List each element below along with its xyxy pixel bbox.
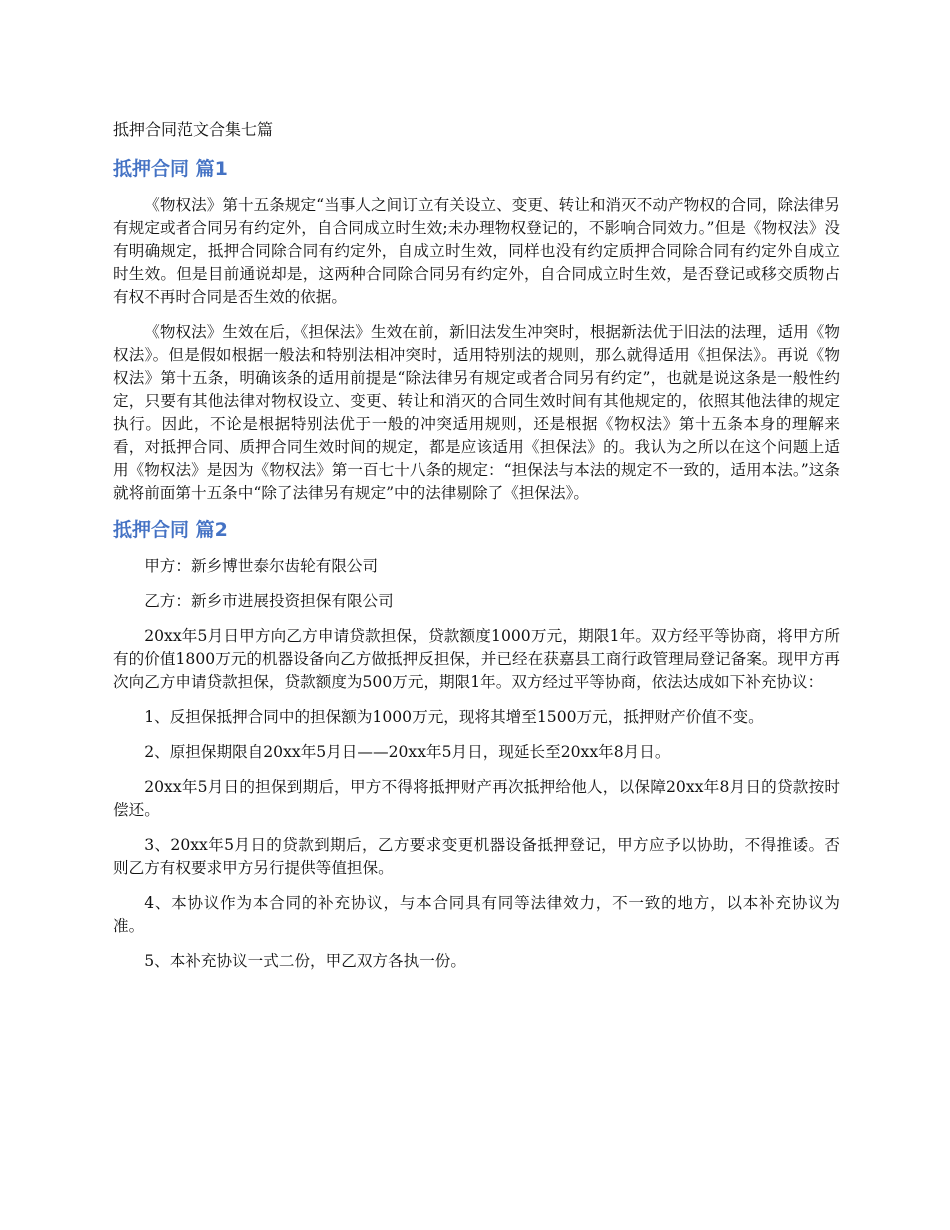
section-heading: 抵押合同 篇1 bbox=[113, 158, 228, 180]
clause-1: 1、反担保抵押合同中的担保额为1000万元，现将其增至1500万元，抵押财产价值不变。 bbox=[144, 708, 764, 726]
paragraph: 20xx年5月日甲方向乙方申请贷款担保，贷款额度1000万元，期限1年。双方经平等协商，将甲方所有的价值1800万元的机器设备向乙方做抵押反担保，并已经在获嘉县工商行政管理局登记备案。现甲方再次向乙方申请贷款担保，贷款额度为500万元，期限1年。双方经过平等协商，依法达成如下补充协议： bbox=[113, 627, 840, 691]
party-a-line: 甲方：新乡博世泰尔齿轮有限公司 bbox=[144, 557, 379, 575]
clause-4: 4、本协议作为本合同的补充协议，与本合同具有同等法律效力，不一致的地方，以本补充协议为准。 bbox=[113, 894, 840, 935]
document-title: 抵押合同范文合集七篇 bbox=[113, 120, 274, 139]
clause-5: 5、本补充协议一式二份，甲乙双方各执一份。 bbox=[144, 952, 466, 970]
document-page bbox=[113, 118, 840, 985]
paragraph: 20xx年5月日的担保到期后，甲方不得将抵押财产再次抵押给他人，以保障20xx年8月日的贷款按时偿还。 bbox=[113, 778, 840, 819]
clause-3: 3、20xx年5月日的贷款到期后，乙方要求变更机器设备抵押登记，甲方应予以协助，不得推诿。否则乙方有权要求甲方另行提供等值担保。 bbox=[113, 836, 840, 877]
paragraph: 《物权法》生效在后，《担保法》生效在前，新旧法发生冲突时，根据新法优于旧法的法理，适用《物权法》。但是假如根据一般法和特别法相冲突时，适用特别法的规则，那么就得适用《担保法》。再说《物权法》第十五条，明确该条的适用前提是“除法律另有规定或者合同另有约定”，也就是说这条是一般性约定，只要有其他法律对物权设立、变更、转让和消灭的合同生效时间有其他规定的，依照其他法律的规定执行。因此，不论是根据特别法优于一般的冲突适用规则，还是根据《物权法》第十五条本身的理解来看，对抵押合同、质押合同生效时间的规定，都是应该适用《担保法》的。我认为之所以在这个问题上适用《物权法》是因为《物权法》第一百七十八条的规定：“担保法与本法的规定不一致的，适用本法。”这条就将前面第十五条中“除了法律另有规定”中的法律剔除了《担保法》。 bbox=[113, 323, 840, 502]
section-heading: 抵押合同 篇2 bbox=[113, 519, 228, 541]
party-b-line: 乙方：新乡市进展投资担保有限公司 bbox=[144, 592, 394, 610]
section-1 bbox=[113, 156, 840, 505]
section-2 bbox=[113, 517, 840, 973]
paragraph: 《物权法》第十五条规定“当事人之间订立有关设立、变更、转让和消灭不动产物权的合同，除法律另有规定或者合同另有约定外，自合同成立时生效;未办理物权登记的，不影响合同效力。”但是《物权法》没有明确规定，抵押合同除合同有约定外，自成立时生效，同样也没有约定质押合同除合同有约定外自成立时生效。但是目前通说却是，这两种合同除合同另有约定外，自合同成立时生效，是否登记或移交质物占有权不再时合同是否生效的依据。 bbox=[113, 196, 840, 306]
clause-2: 2、原担保期限自20xx年5月日——20xx年5月日，现延长至20xx年8月日。 bbox=[144, 743, 671, 761]
